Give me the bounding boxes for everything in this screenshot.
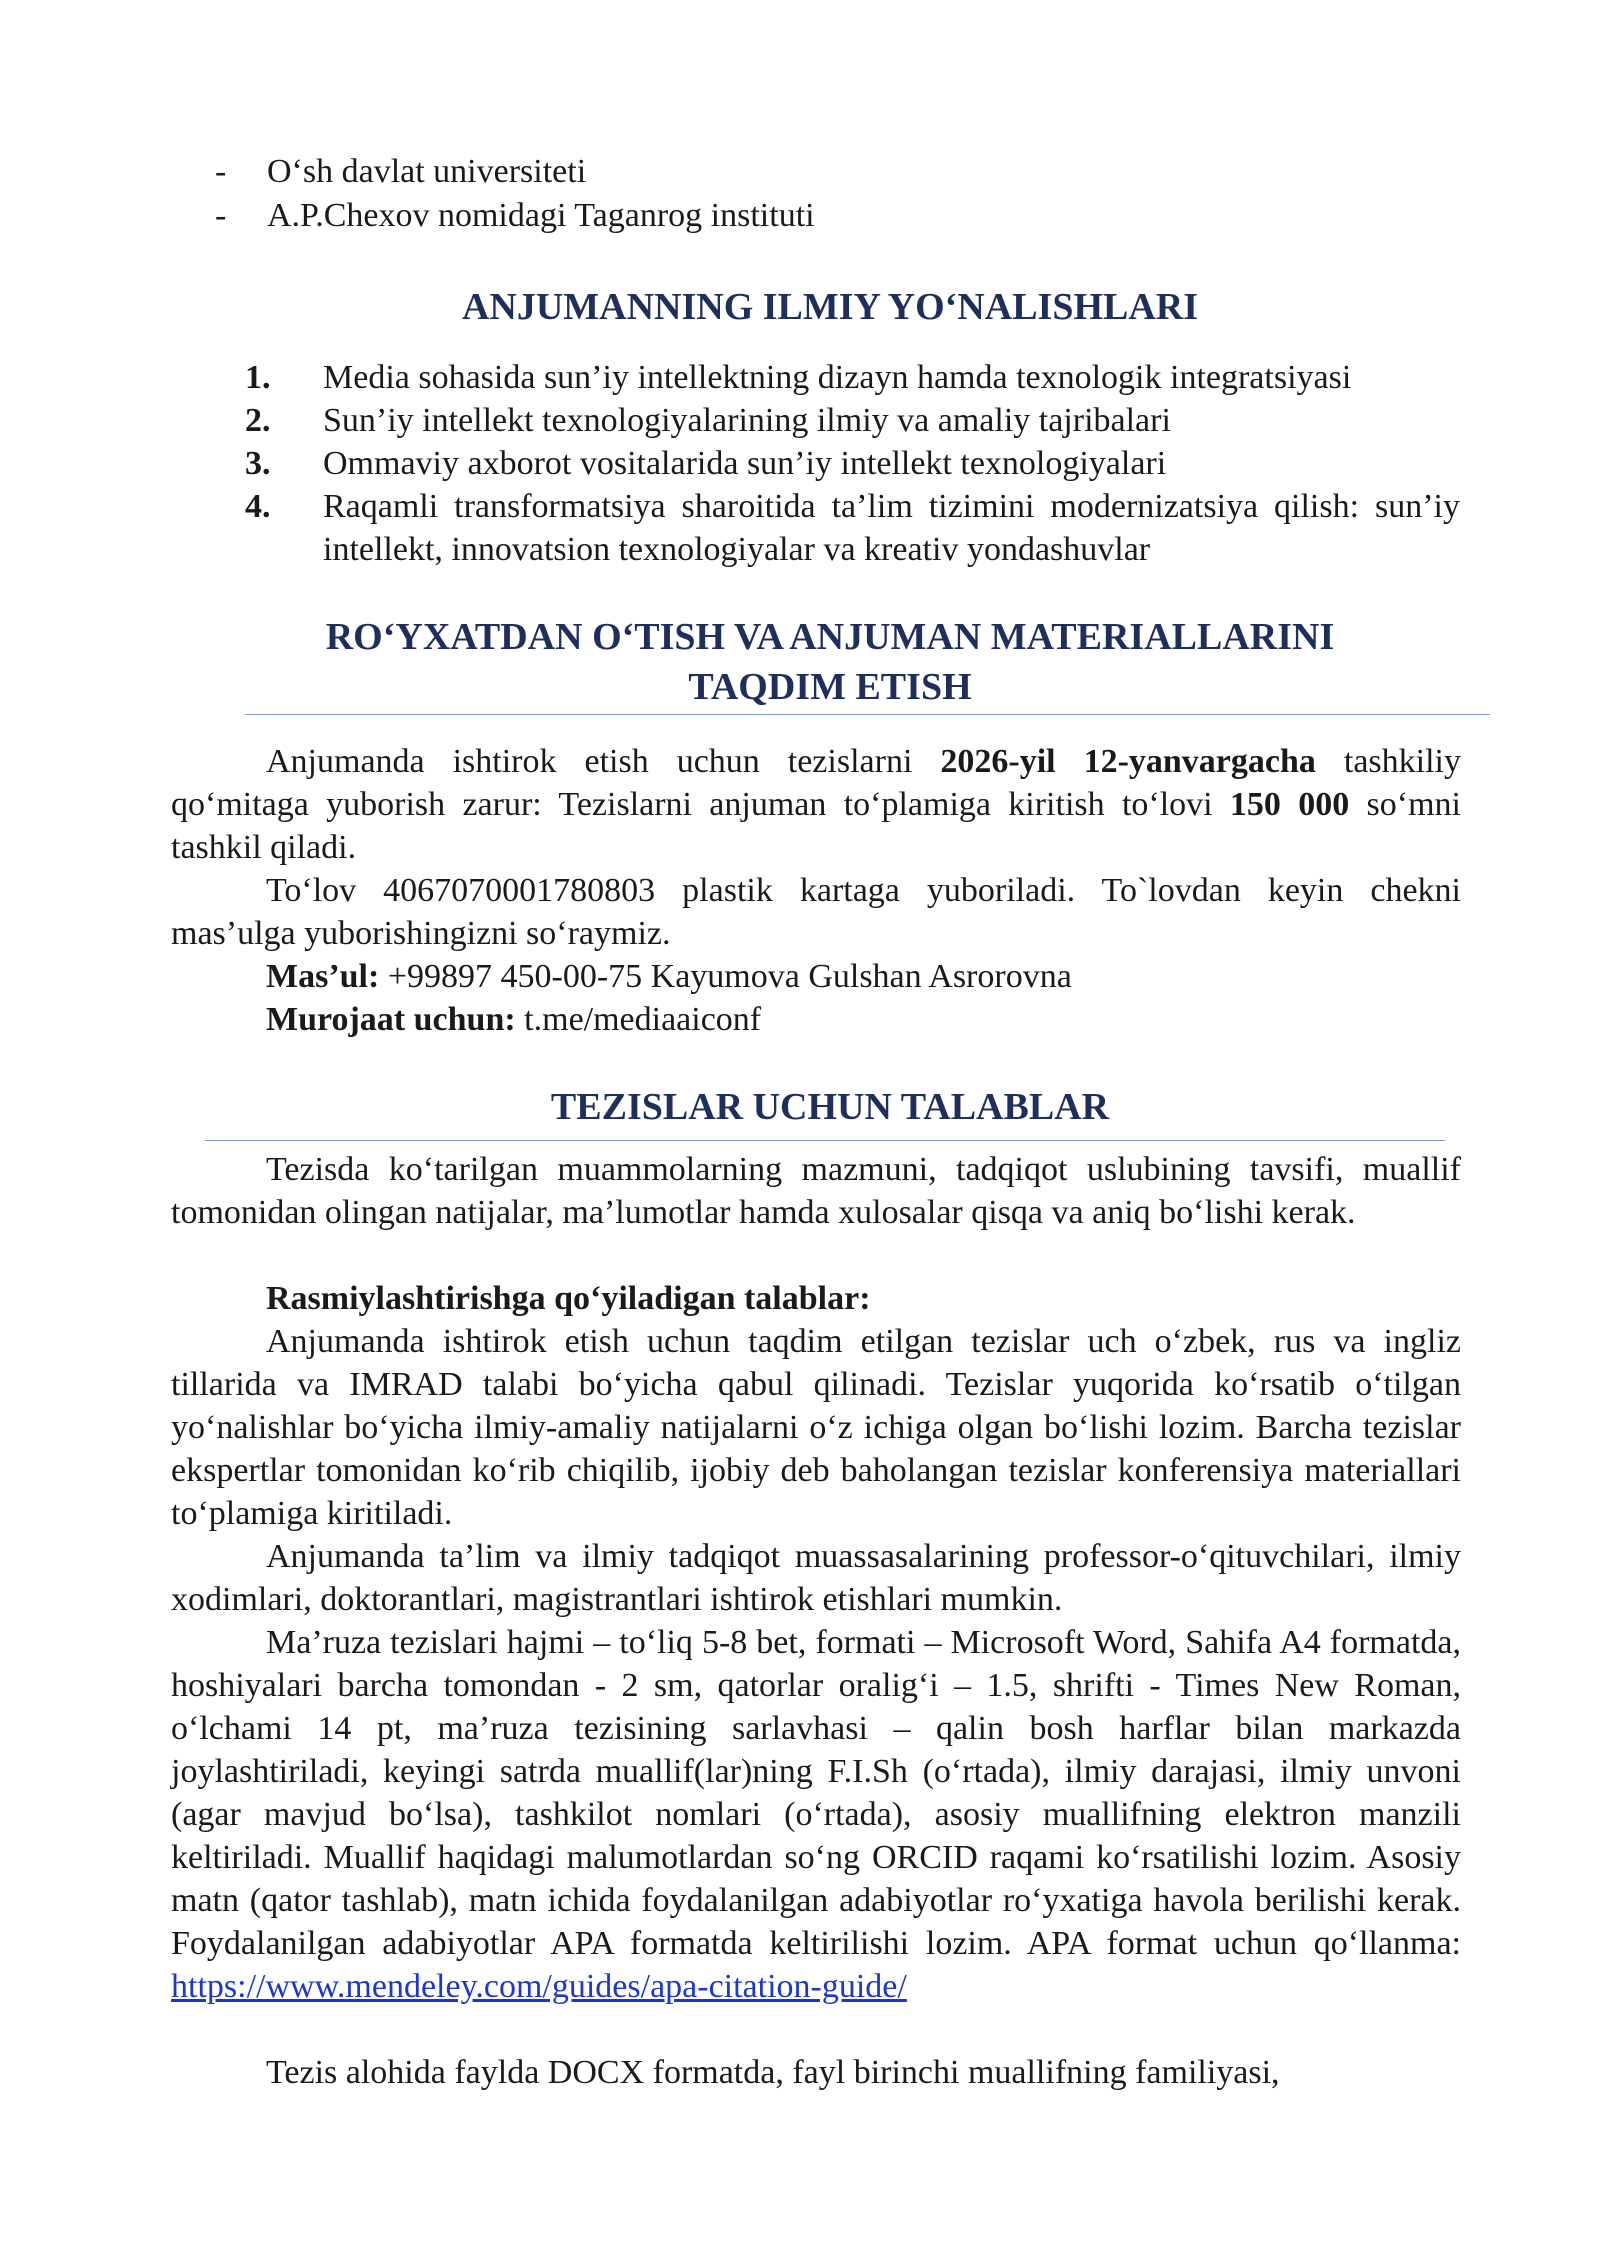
inquiry-value: t.me/mediaaiconf (515, 1001, 762, 1038)
list-item (245, 399, 1460, 442)
format-text: Ma’ruza tezislari hajmi – to‘liq 5-8 bet, formati – Microsoft Word, Sahifa A4 formatda, hoshiyalari barcha tomondan - 2 sm, qatorlar oralig‘i – 1.5, shrifti - Times New Roman, o‘lchami 14 pt, ma’ruza tezisining sarlavhasi – qalin bosh harflar bilan markazda joylashtiriladi, keyingi satrda muallif(lar)ning F.I.Sh (o‘rtada), ilmiy darajasi, ilmiy unvoni (agar mavjud bo‘lsa), tashkilot nomlari (o‘rtada), asosiy muallifning elektron manzili keltiriladi. Muallif haqidagi malumotlardan so‘ng ORCID raqami ko‘rsatilishi lozim. Asosiy matn (qator tashlab), matn ichida foydalanilgan adabiyotlar ro‘yxatiga havola berilishi kerak. Foydalanilgan adabiyotlar APA formatda keltirilishi lozim. APA format uchun qo‘llanma: (171, 1624, 1461, 1962)
registration-paragraph (171, 740, 1461, 869)
file-paragraph: Tezis alohida faylda DOCX formatda, fayl birinchi muallifning familiyasi, (266, 2054, 1280, 2091)
list-item-text: A.P.Chexov nomidagi Taganrog instituti (267, 197, 815, 234)
registration-heading-line2: TAQDIM ETISH (688, 666, 972, 708)
item-number: 4. (245, 488, 271, 525)
subheading-text: Rasmiylashtirishga qo‘yiladigan talablar: (266, 1280, 871, 1317)
languages-paragraph: Anjumanda ishtirok etish uchun taqdim etilgan tezislar uch o‘zbek, rus va ingliz tillarida va IMRAD talabi bo‘yicha qabul qilinadi. Tezislar yuqorida ko‘rsatib o‘tilgan yo‘nalishlar bo‘yicha ilmiy-amaliy natijalarni o‘z ichiga olgan bo‘lishi lozim. Barcha tezislar ekspertlar tomonidan ko‘rib chiqilib, ijobiy deb baholangan tezislar konferensiya materiallari to‘plamiga kiritiladi. (171, 1323, 1461, 1532)
list-item (215, 194, 815, 238)
deadline-date: 2026-yil 12-yanvargacha (940, 743, 1316, 780)
text-run: so‘mni tashkil qiladi. (171, 786, 1461, 866)
contact-label: Mas’ul: (266, 958, 380, 995)
fee-amount: 150 000 (1229, 786, 1350, 823)
dash-bullet: - (215, 197, 227, 234)
list-item-text: O‘sh davlat universiteti (267, 153, 587, 190)
item-text: Ommaviy axborot vositalarida sun’iy intellekt texnologiyalari (323, 445, 1167, 482)
inquiry-label: Murojaat uchun: (266, 1001, 516, 1038)
participants-paragraph: Anjumanda ta’lim va ilmiy tadqiqot muassasalarining professor-o‘qituvchilari, ilmiy xodimlari, doktorantlari, magistrantlari ishtirok etishlari mumkin. (171, 1538, 1461, 1618)
directions-list (245, 356, 1460, 571)
registration-heading-line1: RO‘YXATDAN O‘TISH VA ANJUMAN MATERIALLARINI (325, 616, 1335, 658)
contact-line (171, 955, 1461, 998)
contact-value: +99897 450-00-75 Kayumova Gulshan Asrorovna (379, 958, 1072, 995)
list-item (245, 356, 1460, 399)
format-paragraph (171, 1621, 1461, 2008)
directions-heading: ANJUMANNING ILMIY YO‘NALISHLARI (461, 286, 1199, 328)
list-item (245, 485, 1460, 571)
formatting-subheading (171, 1277, 1461, 1320)
institution-list (215, 150, 815, 238)
item-number: 1. (245, 359, 271, 396)
text-run: Anjumanda ishtirok etish uchun tezislarni (266, 743, 941, 780)
list-item (215, 150, 815, 194)
inquiry-line (171, 998, 1461, 1041)
item-text: Sun’iy intellekt texnologiyalarining ilmiy va amaliy tajribalari (323, 402, 1171, 439)
text-run: tashkiliy qo‘mitaga yuborish zarur: Tezislarni anjuman to‘plamiga kiritish to‘lovi (171, 743, 1462, 823)
requirements-paragraph: Tezisda ko‘tarilgan muammolarning mazmuni, tadqiqot uslubining tavsifi, muallif tomonidan olingan natijalar, ma’lumotlar hamda xulosalar qisqa va aniq bo‘lishi kerak. (171, 1151, 1461, 1231)
item-text: Raqamli transformatsiya sharoitida ta’lim tizimini modernizatsiya qilish: sun’iy intellekt, innovatsion texnologiyalar va kreativ yondashuvlar (323, 488, 1460, 568)
apa-guide-link[interactable]: https://www.mendeley.com/guides/apa-citation-guide/ (171, 1968, 907, 2005)
dash-bullet: - (215, 153, 227, 190)
item-number: 3. (245, 445, 271, 482)
item-text: Media sohasida sun’iy intellektning dizayn hamda texnologik integratsiyasi (323, 359, 1352, 396)
list-item (245, 442, 1460, 485)
item-number: 2. (245, 402, 271, 439)
requirements-heading: TEZISLAR UCHUN TALABLAR (550, 1086, 1110, 1128)
payment-paragraph: To‘lov 4067070001780803 plastik kartaga yuboriladi. To`lovdan keyin chekni mas’ulga yuborishingizni so‘raymiz. (171, 872, 1461, 952)
section-divider (245, 714, 1490, 715)
section-divider (205, 1140, 1445, 1141)
registration-heading (170, 612, 1490, 712)
